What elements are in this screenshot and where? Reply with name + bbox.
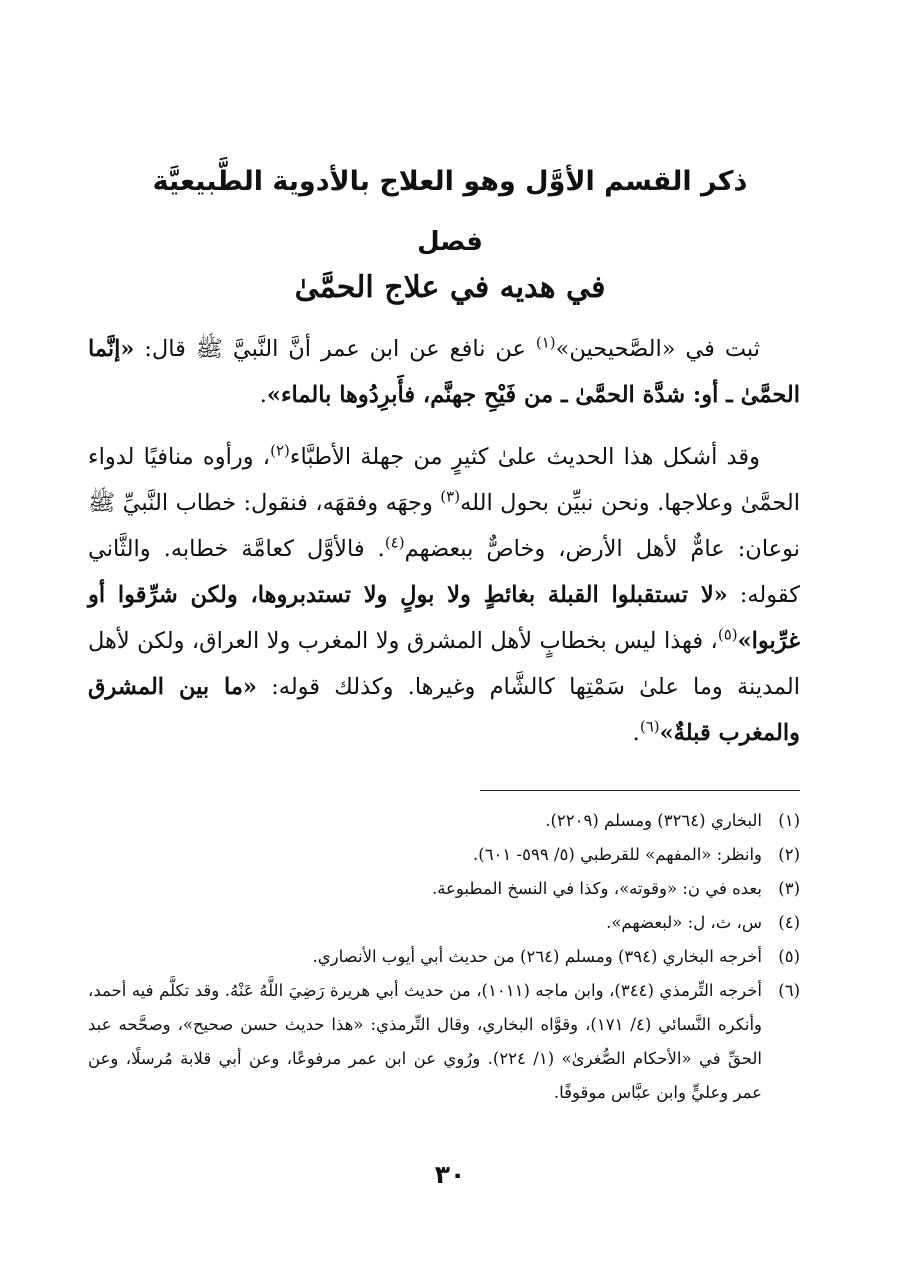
- footnote-separator: [480, 790, 800, 791]
- footnote-text: وانظر: «المفهم» للقرطبي (٥/ ٥٩٩- ٦٠١).: [473, 845, 762, 864]
- main-text: [88, 326, 800, 772]
- footnotes: [88, 804, 800, 1110]
- footnote-4: [88, 906, 800, 940]
- footnote-5: [88, 940, 800, 974]
- footnote-3: [88, 872, 800, 906]
- footnote-number: (٥): [778, 947, 800, 966]
- text-run: وقد أشكل هذا الحديث علىٰ كثيرٍ من جهلة الأطبَّاء: [289, 444, 760, 470]
- text-run: ، فهذا ليس بخطابٍ لأهل المشرق ولا المغرب ولا العراق، ولكن لأهل المدينة وما علىٰ سَمْتِها كالشَّام وغيرها. وكذلك قوله:: [88, 628, 801, 700]
- footnote-text: بعده في ن: «وقوته»، وكذا في النسخ المطبوعة.: [431, 879, 762, 898]
- hadith-quote: «إنَّما الحمَّىٰ ـ أو: شدَّة الحمَّىٰ ـ من فَيْحِ جهنَّم، فأَبرِدُوها بالماء»: [88, 336, 800, 408]
- footnote-ref-5: (٥): [717, 625, 738, 644]
- text-run: ، ورأوه منافيًا لدواء الحمَّىٰ وعلاجها. ونحن نبيِّن بحول الله: [88, 444, 800, 516]
- text-run: . فالأوَّل كعامَّة خطابه. والثَّاني كقوله:: [88, 536, 800, 608]
- page-number: ٣٠: [434, 1160, 466, 1189]
- paragraph-1: [88, 326, 800, 418]
- section-title: في هديه في علاج الحمَّىٰ: [294, 270, 606, 305]
- footnote-ref-6: (٦): [639, 717, 660, 736]
- footnote-text: أخرجه البخاري (٣٩٤) ومسلم (٢٦٤) من حديث أبي أيوب الأنصاري.: [312, 947, 762, 966]
- hadith-quote: «ما بين المشرق والمغرب قبلةٌ»: [88, 674, 800, 746]
- text-run: ثبت في «الصَّحيحين»: [555, 336, 760, 362]
- footnote-number: (٢): [778, 845, 800, 864]
- footnote-text: س، ث، ل: «لبعضهم».: [606, 913, 762, 932]
- chapter-heading: ذكر القسم الأوَّل وهو العلاج بالأدوية الطَّبيعيَّة: [152, 166, 748, 197]
- hadith-quote: «لا تستقبلوا القبلة بغائطٍ ولا بولٍ ولا تستدبروها، ولكن شرِّقوا أو غرِّبوا»: [88, 582, 800, 654]
- footnote-number: (٣): [778, 879, 800, 898]
- text-run: .: [632, 720, 640, 746]
- footnote-text: أخرجه التِّرمذي (٣٤٤)، وابن ماجه (١٠١١)، من حديث أبي هريرة رَضِيَ اللَّهُ عَنْهُ. وقد تكلَّم فيه أحمد، وأنكره النَّسائي (٤/ ١٧١)، وقوَّاه البخاري، وقال التِّرمذي: «هذا حديث حسن صحيح»، وصحَّحه عبد الحقِّ في «الأحكام الصُّغرىٰ» (١/ ٢٢٤). ورُوي عن ابن عمر مرفوعًا، وعن أبي قلابة مُرسلًا، وعن عمر وعليٍّ وابن عبَّاس موقوفًا.: [88, 981, 763, 1102]
- text-run: وجهَه وفقهَه، فنقول: خطاب النَّبيِّ ﷺ نوعان: عامٌّ لأهل الأرض، وخاصٌّ ببعضهم: [88, 490, 800, 562]
- footnote-number: (٤): [778, 913, 800, 932]
- footnote-number: (٦): [778, 981, 800, 1000]
- footnote-number: (١): [778, 811, 800, 830]
- footnote-ref-2: (٢): [270, 441, 290, 460]
- footnote-ref-3: (٣): [440, 487, 461, 506]
- section-label: فصل: [417, 227, 483, 257]
- footnote-text: البخاري (٣٢٦٤) ومسلم (٢٢٠٩).: [545, 811, 762, 830]
- footnote-1: [88, 804, 800, 838]
- text-run: .: [259, 382, 267, 408]
- footnote-6: [88, 974, 800, 1110]
- footnote-2: [88, 838, 800, 872]
- footnote-ref-4: (٤): [384, 533, 405, 552]
- text-run: عن نافع عن ابن عمر أنَّ النَّبيَّ ﷺ قال:: [134, 336, 536, 362]
- footnote-ref-1: (١): [535, 333, 556, 352]
- paragraph-2: [88, 434, 800, 756]
